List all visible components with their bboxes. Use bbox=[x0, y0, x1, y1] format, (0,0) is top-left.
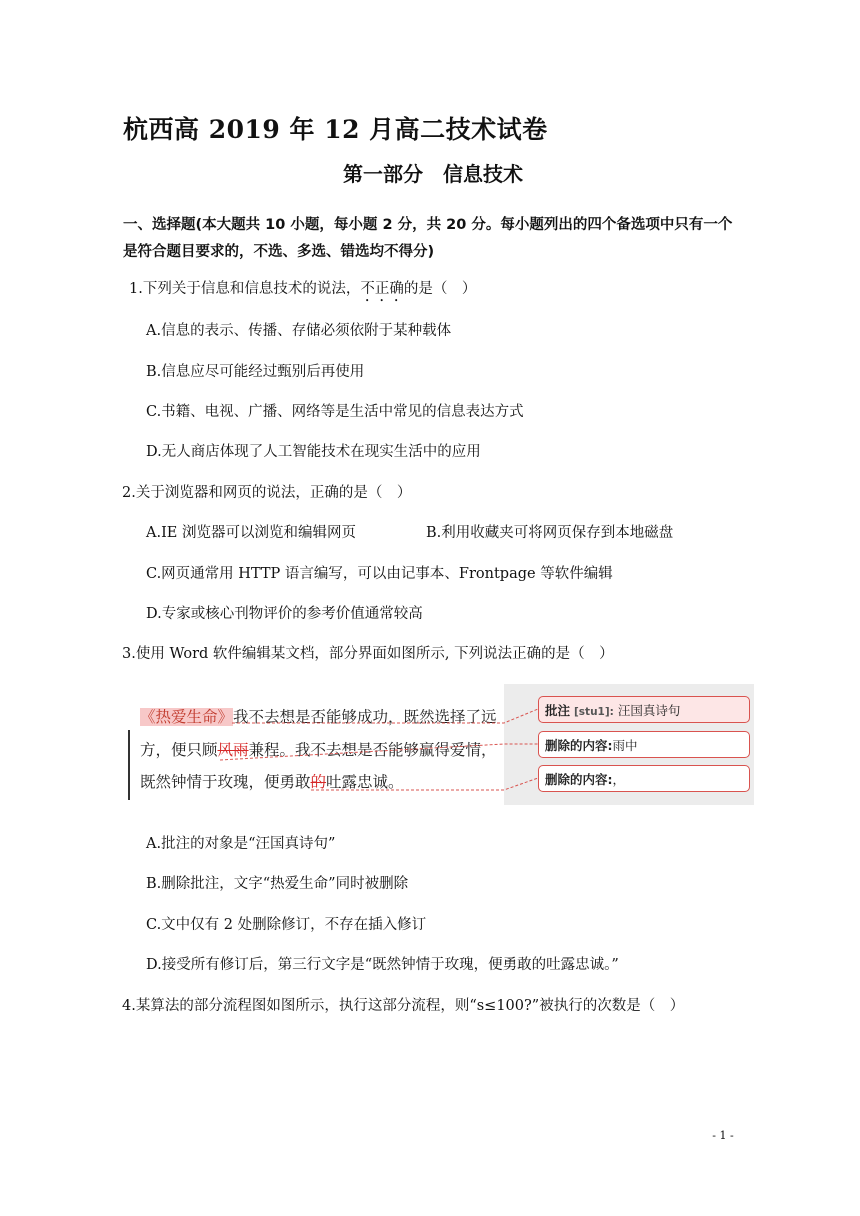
question-1-stem-after: 的是（ ） bbox=[403, 281, 477, 297]
section-instruction-line2: 是符合题目要求的，不选、多选、错选均不得分) bbox=[123, 244, 435, 260]
part-title: 第一部分 信息技术 bbox=[343, 162, 523, 186]
question-1-emphasis: 不正确 bbox=[360, 281, 404, 297]
deletion-1-label: 删除的内容: bbox=[545, 738, 613, 753]
question-2-option-a: A.IE 浏览器可以浏览和编辑网页 bbox=[146, 525, 357, 541]
doc-line-2-pre: 方，便只顾 bbox=[140, 741, 218, 759]
question-1-option-a: A.信息的表示、传播、存储必须依附于某种载体 bbox=[146, 323, 452, 339]
question-3-stem: 3.使用 Word 软件编辑某文档，部分界面如图所示, 下列说法正确的是（ ） bbox=[122, 646, 614, 662]
question-2-option-c: C.网页通常用 HTTP 语言编写，可以由记事本、Frontpage 等软件编辑 bbox=[146, 566, 613, 582]
deletion-2-text: ， bbox=[612, 772, 626, 787]
question-1-option-d: D.无人商店体现了人工智能技术在现实生活中的应用 bbox=[146, 444, 481, 460]
comment-text: 汪国真诗句 bbox=[613, 703, 681, 718]
question-1-option-b: B.信息应尽可能经过甄别后再使用 bbox=[146, 364, 365, 380]
deleted-text-2: 的 bbox=[310, 773, 327, 791]
question-1-stem-before: 1.下列关于信息和信息技术的说法， bbox=[129, 281, 361, 297]
doc-line-3-post: 吐露忠诚。 bbox=[326, 773, 404, 791]
question-3-option-a: A.批注的对象是“汪国真诗句” bbox=[146, 836, 336, 852]
question-2-option-d: D.专家或核心刊物评价的参考价值通常较高 bbox=[146, 606, 423, 622]
question-2-option-b: B.利用收藏夹可将网页保存到本地磁盘 bbox=[426, 525, 674, 541]
question-3-option-d: D.接受所有修订后，第三行文字是“既然钟情于玫瑰，便勇敢的吐露忠诚。” bbox=[146, 957, 619, 973]
word-revision-screenshot bbox=[128, 684, 754, 805]
deletion-2-label: 删除的内容: bbox=[545, 772, 613, 787]
page-number: - 1 - bbox=[712, 1129, 734, 1142]
question-1-option-c: C.书籍、电视、广播、网络等是生活中常见的信息表达方式 bbox=[146, 404, 524, 420]
deletion-1-text: 雨中 bbox=[612, 738, 638, 753]
question-3-option-b: B.删除批注，文字“热爱生命”同时被删除 bbox=[146, 876, 409, 892]
doc-line-3-pre: 既然钟情于玫瑰，便勇敢 bbox=[140, 773, 311, 791]
doc-line-2-post: 兼程。我不去想是否能够赢得爱情， bbox=[248, 741, 497, 759]
comment-author-tag: [stu1]: bbox=[574, 706, 614, 718]
comment-label: 批注 bbox=[545, 703, 571, 718]
question-3-option-c: C.文中仅有 2 处删除修订，不存在插入修订 bbox=[146, 917, 427, 933]
question-2-stem: 2.关于浏览器和网页的说法，正确的是（ ） bbox=[122, 485, 412, 501]
deleted-text-1: 风雨 bbox=[217, 741, 249, 759]
section-instruction-line1: 一、选择题(本大题共 10 小题，每小题 2 分，共 20 分。每小题列出的四个备选项中只有一个 bbox=[123, 217, 733, 233]
commented-text: 《热爱生命》 bbox=[140, 708, 234, 726]
doc-line-1-rest: 我不去想是否能够成功，既然选择了远 bbox=[233, 708, 497, 726]
question-1-stem bbox=[129, 277, 476, 305]
question-4-stem: 4.某算法的部分流程图如图所示，执行这部分流程，则“s≤100?”被执行的次数是（ ） bbox=[122, 998, 685, 1014]
document-title: 杭西高 2019 年 12 月高二技术试卷 bbox=[123, 115, 548, 144]
balloon-connector-lines bbox=[128, 684, 754, 805]
